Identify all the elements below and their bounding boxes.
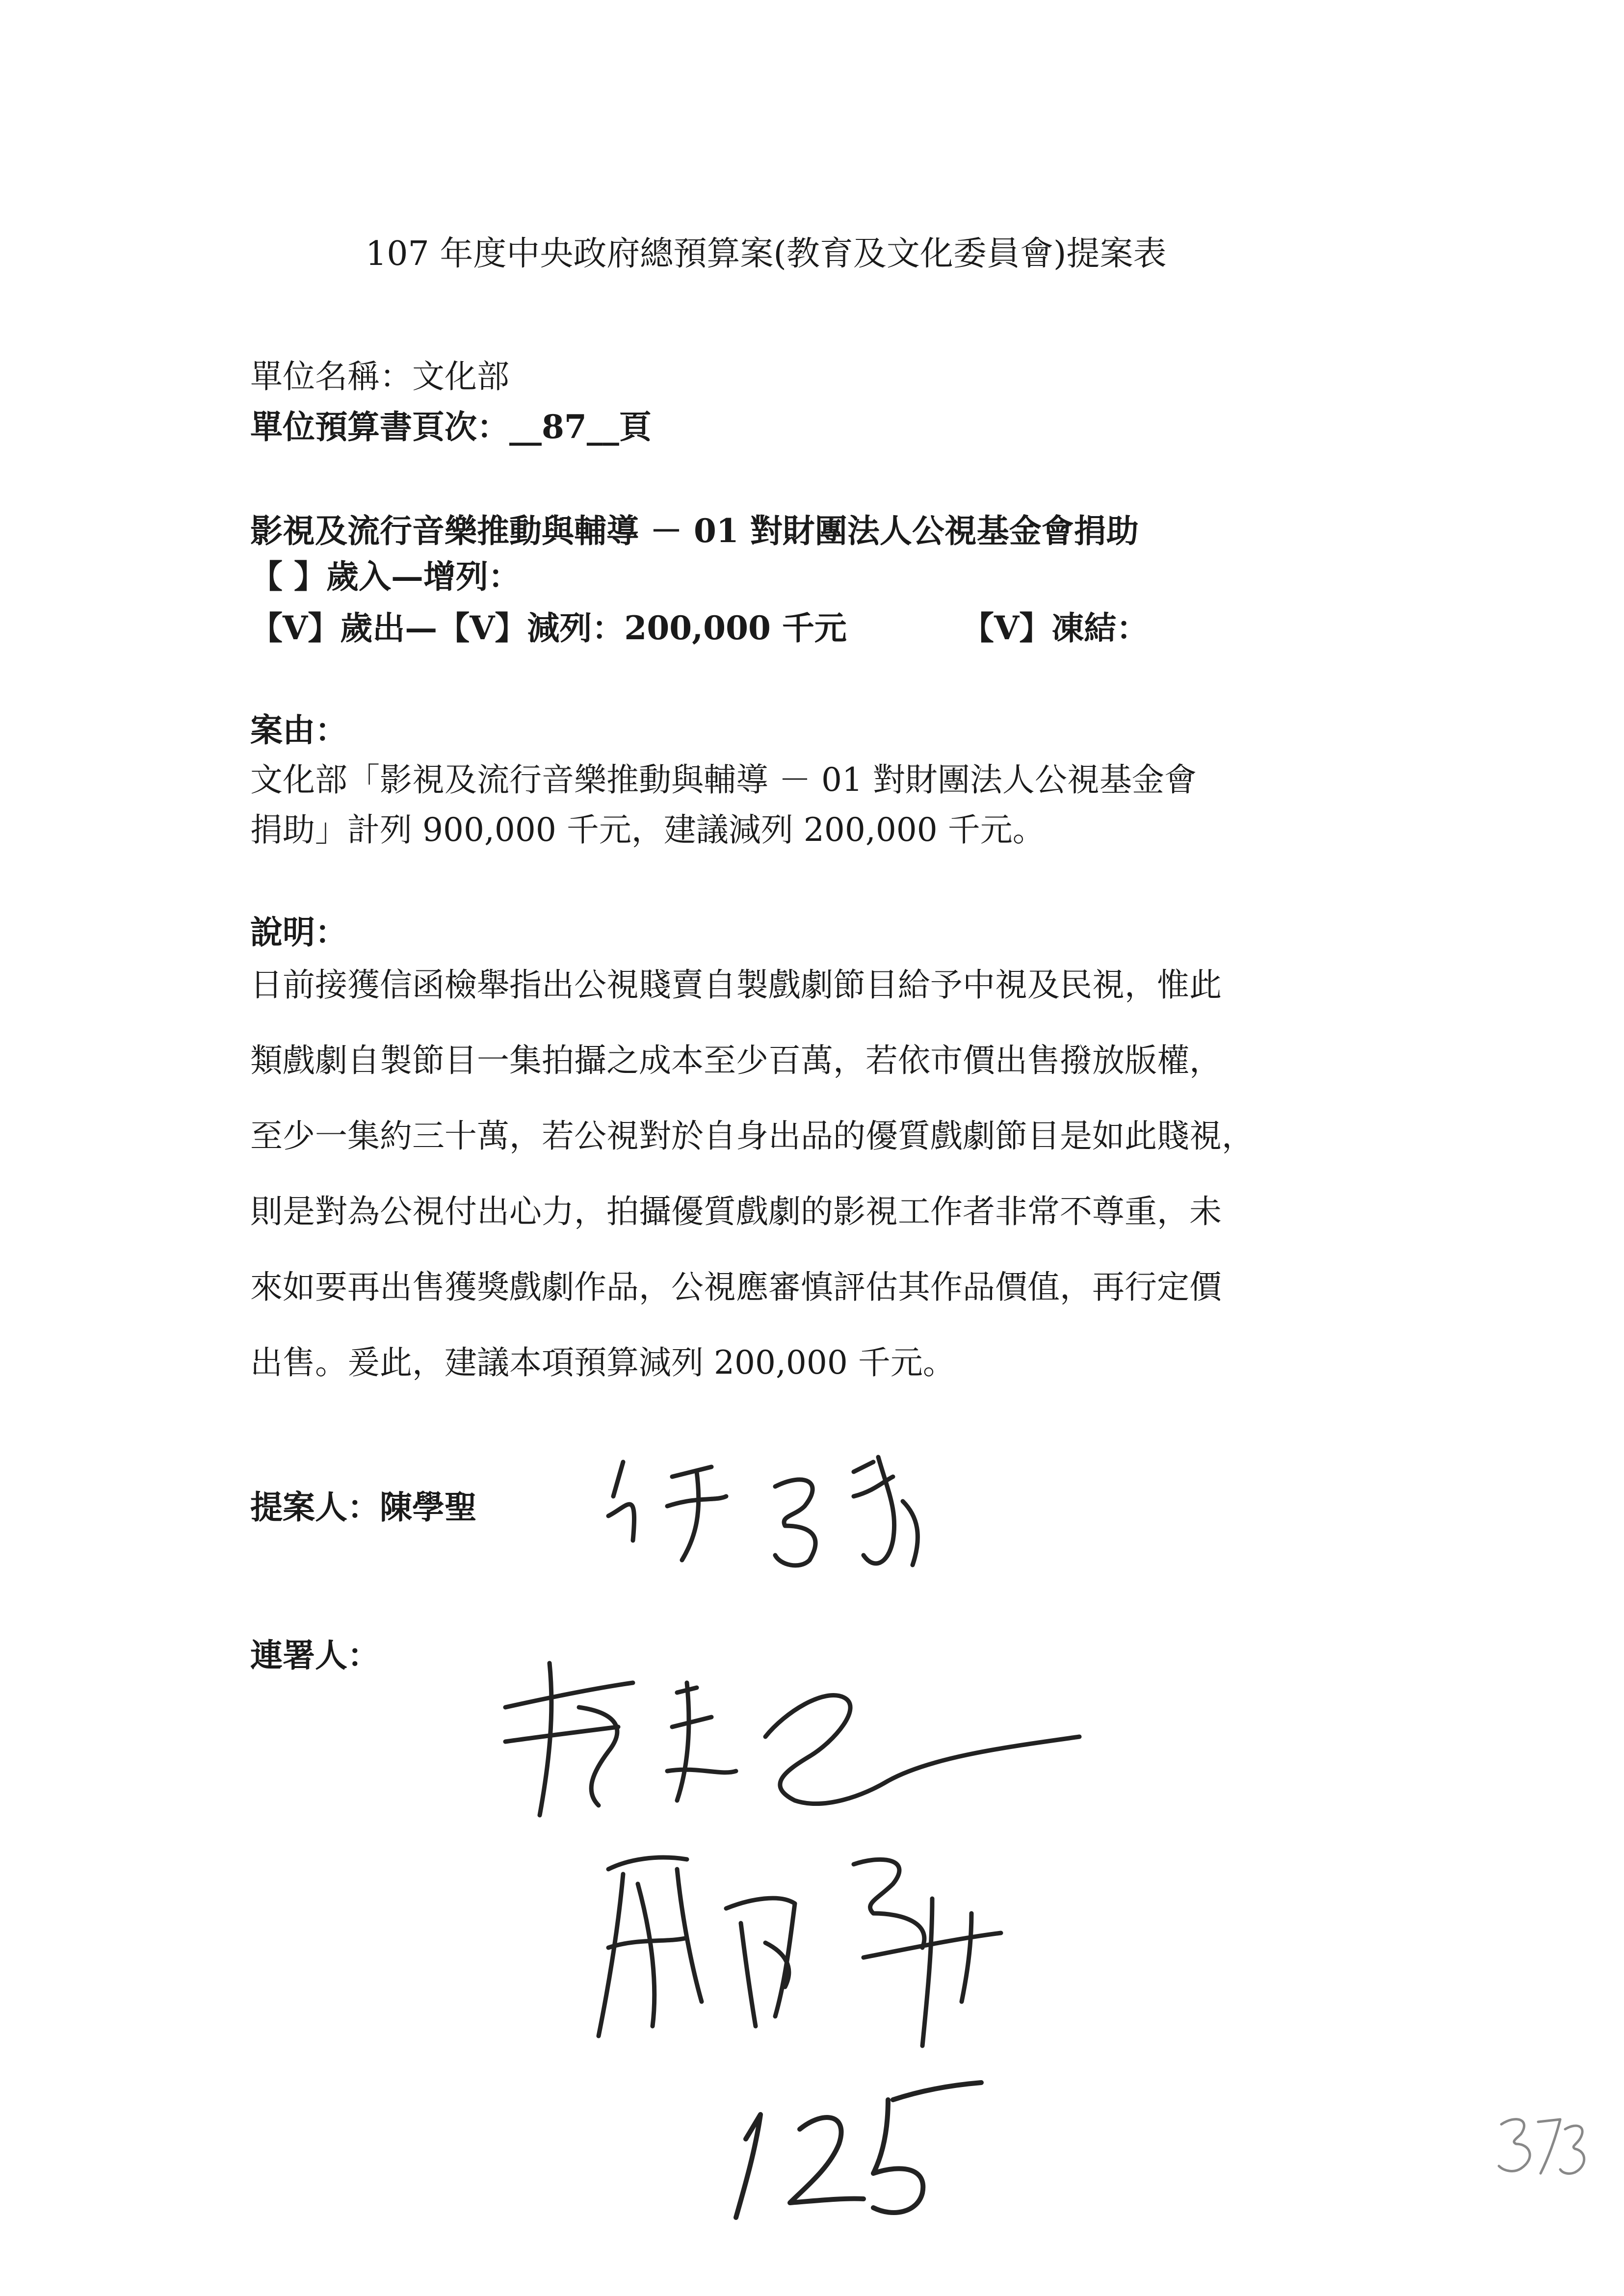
budget-item: 影視及流行音樂推動與輔導 － 01 對財團法人公視基金會捐助	[250, 512, 1139, 550]
document-title: 107 年度中央政府總預算案(教育及文化委員會)提案表	[366, 235, 1167, 273]
reason-line: 捐助」計列 900,000 千元，建議減列 200,000 千元。	[250, 811, 1045, 849]
explanation-line: 至少一集約三十萬，若公視對於自身出品的優質戲劇節目是如此賤視，	[250, 1117, 1254, 1155]
explanation-heading: 說明：	[250, 913, 347, 951]
cosigner-signature-2	[579, 1840, 1030, 2061]
proposer-signature	[599, 1442, 971, 1580]
explanation-line: 類戲劇自製節目一集拍攝之成本至少百萬，若依市價出售撥放版權，	[250, 1042, 1222, 1079]
explanation-line: 日前接獲信函檢舉指出公視賤賣自製戲劇節目給予中視及民視，惟此	[250, 966, 1222, 1004]
explanation-line: 出售。爰此，建議本項預算減列 200,000 千元。	[250, 1344, 955, 1382]
revenue-line: 【 】歲入—增列：	[250, 557, 521, 596]
explanation-line: 則是對為公視付出心力，拍攝優質戲劇的影視工作者非常不尊重，未	[250, 1193, 1222, 1230]
cosigners-label: 連署人：	[250, 1636, 380, 1674]
budget-page: 單位預算書頁次：__87__頁	[250, 408, 652, 446]
explanation-line: 來如要再出售獲獎戲劇作品，公視應審慎評估其作品價值，再行定價	[250, 1268, 1222, 1306]
unit-name: 單位名稱：文化部	[250, 358, 509, 395]
handwritten-number	[726, 2070, 1001, 2227]
reason-line: 文化部「影視及流行音樂推動與輔導 － 01 對財團法人公視基金會	[250, 761, 1197, 799]
proposer-label: 提案人：陳學聖	[250, 1488, 477, 1526]
page-number-handwritten	[1492, 2110, 1590, 2183]
reason-heading: 案由：	[250, 711, 347, 749]
expenditure-line: 【V】歲出—【V】減列：200,000 千元	[250, 609, 847, 647]
freeze-line: 【V】凍結：	[962, 609, 1149, 647]
cosigner-signature-1	[491, 1653, 1099, 1840]
